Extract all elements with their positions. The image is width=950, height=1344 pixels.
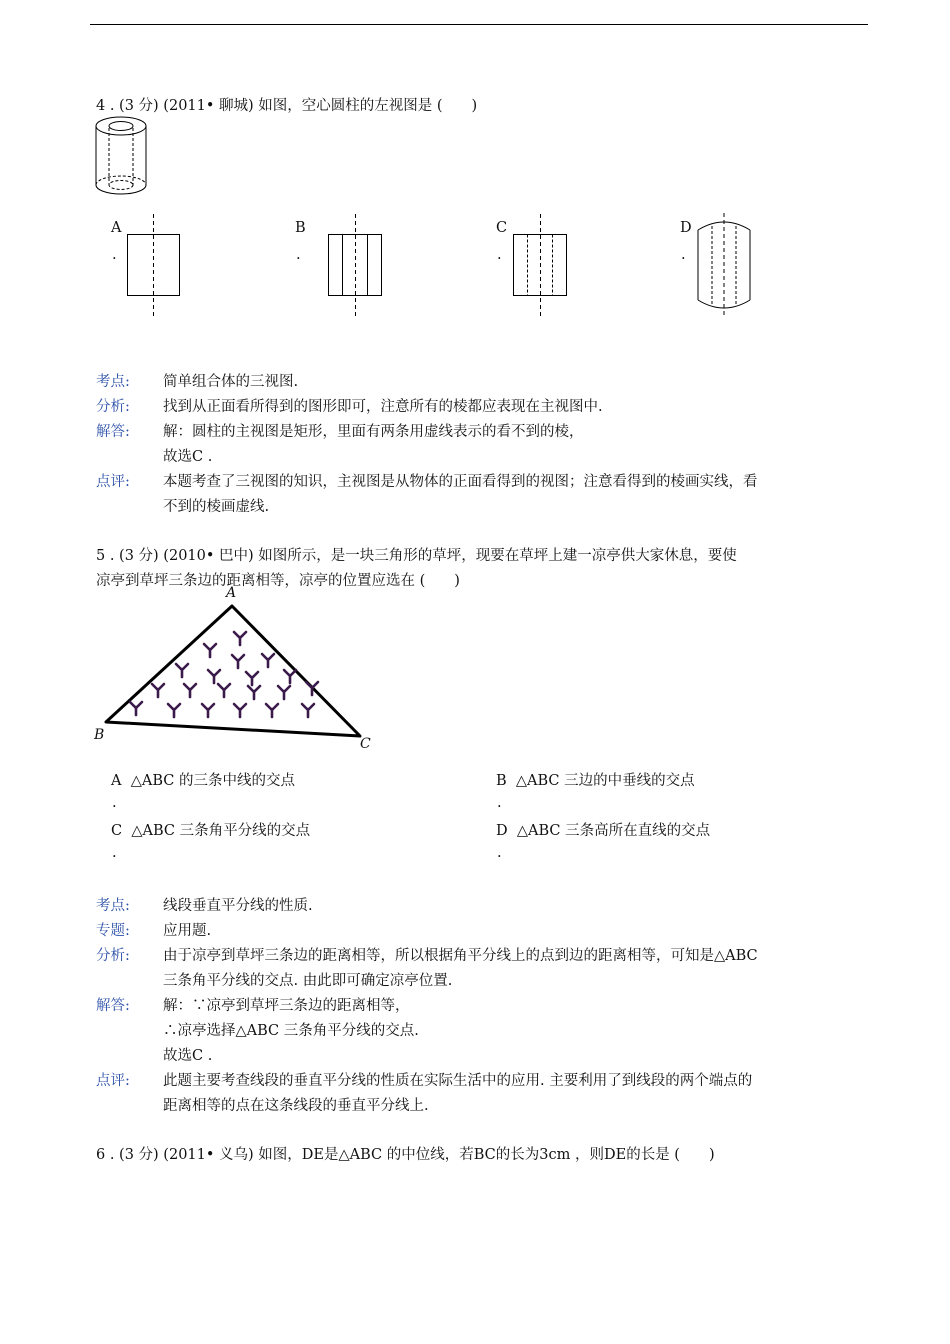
q4-dianping-line2: 不到的棱画虚线.: [163, 499, 270, 515]
q5-jieda-line1: 解：∵凉亭到草坪三条边的距离相等，: [163, 998, 410, 1014]
grass-tuft-icon: [152, 684, 164, 697]
q5-option-d-letter: D: [496, 823, 508, 839]
q5-dianping-line1: 此题主要考查线段的垂直平分线的性质在实际生活中的应用. 主要利用了到线段的两个端点的: [163, 1073, 753, 1089]
grass-tuft-icon: [202, 704, 214, 717]
q4-jieda-line1: 解：圆柱的主视图是矩形，里面有两条用虚线表示的看不到的棱，: [163, 424, 584, 440]
q4-option-d-dot: .: [681, 247, 686, 263]
q5-jieda-line2: ∴凉亭选择△ABC 三条角平分线的交点.: [163, 1023, 419, 1039]
q5-option-a-dot: .: [112, 795, 117, 811]
grass-tuft-icon: [168, 704, 180, 717]
q4-fenxi-text: 找到从正面看所得到的图形即可，注意所有的棱都应表现在主视图中.: [163, 399, 603, 415]
grass-tuft-icon: [184, 684, 196, 697]
q5-dianping-label: 点评:: [96, 1073, 130, 1089]
q5-kaodian-label: 考点:: [96, 898, 130, 914]
q5-stem-line1: 5 . (3 分) (2010• 巴中) 如图所示，是一块三角形的草坪，现要在草坪上建一凉亭供大家休息，要使: [96, 548, 737, 564]
grass-tuft-icon: [204, 644, 216, 657]
q5-jieda-label: 解答:: [96, 998, 130, 1014]
q4-option-b-letter[interactable]: B: [295, 220, 306, 236]
q5-option-d-text: △ABC 三条高所在直线的交点: [516, 823, 711, 839]
q5-vertex-b-label: B: [94, 727, 105, 743]
q5-option-b-text: △ABC 三边的中垂线的交点: [515, 773, 695, 789]
q5-vertex-c-label: C: [360, 736, 371, 752]
q5-option-a-letter: A: [111, 773, 122, 789]
q5-fenxi-line1: 由于凉亭到草坪三条边的距离相等，所以根据角平分线上的点到边的距离相等，可知是△ABC: [163, 948, 758, 964]
q4-jieda-line2: 故选C .: [163, 449, 213, 465]
q4-option-c-figure[interactable]: [507, 212, 577, 318]
q5-vertex-a-label: A: [226, 585, 237, 601]
grass-tuft-icon: [246, 672, 258, 685]
header-rule: [90, 24, 868, 25]
q5-lawn-triangle-figure: [88, 584, 388, 756]
grass-tuft-icon: [218, 684, 230, 697]
q5-option-c-letter: C: [111, 823, 123, 839]
grass-tuft-icon: [130, 702, 142, 715]
grass-tuft-icon: [234, 704, 246, 717]
q5-option-d-dot: .: [497, 845, 502, 861]
q4-option-b-figure[interactable]: [322, 212, 392, 318]
q5-zhuanti-text: 应用题.: [163, 923, 212, 939]
grass-tuft-icon: [176, 664, 188, 677]
q4-dianping-line1: 本题考查了三视图的知识，主视图是从物体的正面看得到的视图；注意看得到的棱画实线，看: [163, 474, 758, 490]
q5-option-a[interactable]: [111, 769, 295, 790]
q4-option-c-letter[interactable]: C: [496, 220, 508, 236]
q5-fenxi-line2: 三条角平分线的交点. 由此即可确定凉亭位置.: [163, 973, 453, 989]
q5-option-c-dot: .: [112, 845, 117, 861]
q5-option-d[interactable]: [496, 819, 710, 840]
q5-option-b-letter: B: [496, 773, 507, 789]
q4-option-a-letter[interactable]: A: [111, 220, 122, 236]
grass-tuft-icon: [262, 654, 274, 667]
grass-tuft-icon: [208, 670, 220, 683]
q5-dianping-line2: 距离相等的点在这条线段的垂直平分线上.: [163, 1098, 429, 1114]
grass-tuft-icon: [284, 670, 296, 683]
q5-kaodian-text: 线段垂直平分线的性质.: [163, 898, 313, 914]
q4-jieda-label: 解答:: [96, 424, 130, 440]
q5-option-a-text: △ABC 的三条中线的交点: [130, 773, 295, 789]
grass-tuft-icon: [266, 704, 278, 717]
q4-option-a-figure[interactable]: [120, 212, 190, 318]
grass-tuft-icon: [278, 686, 290, 699]
q4-option-b-dot: .: [296, 247, 301, 263]
q4-hollow-cylinder-figure: [90, 114, 154, 202]
q4-option-a-dot: .: [112, 247, 117, 263]
q4-option-c-dot: .: [497, 247, 502, 263]
q4-kaodian-text: 简单组合体的三视图.: [163, 374, 299, 390]
q4-stem: 4 . (3 分) (2011• 聊城) 如图，空心圆柱的左视图是 ( ): [96, 98, 478, 114]
q5-stem-line2: 凉亭到草坪三条边的距离相等，凉亭的位置应选在 ( ): [96, 573, 460, 589]
grass-tuft-icon: [234, 632, 246, 645]
grass-tuft-icon: [232, 655, 244, 668]
q4-kaodian-label: 考点:: [96, 374, 130, 390]
q4-option-d-figure[interactable]: [690, 212, 760, 318]
q4-dianping-label: 点评:: [96, 474, 130, 490]
q5-jieda-line3: 故选C .: [163, 1048, 213, 1064]
q5-option-b[interactable]: [496, 769, 695, 790]
q5-zhuanti-label: 专题:: [96, 923, 130, 939]
grass-tuft-icon: [248, 686, 260, 699]
q5-option-c-text: △ABC 三条角平分线的交点: [131, 823, 311, 839]
grass-tuft-icon: [302, 704, 314, 717]
q5-option-c[interactable]: [111, 819, 310, 840]
q6-stem: 6 . (3 分) (2011• 义乌) 如图，DE是△ABC 的中位线，若BC的长为3cm ，则DE的长是 ( ): [96, 1147, 715, 1163]
q5-fenxi-label: 分析:: [96, 948, 130, 964]
q4-option-d-letter[interactable]: D: [680, 220, 692, 236]
q4-fenxi-label: 分析:: [96, 399, 130, 415]
q5-option-b-dot: .: [497, 795, 502, 811]
